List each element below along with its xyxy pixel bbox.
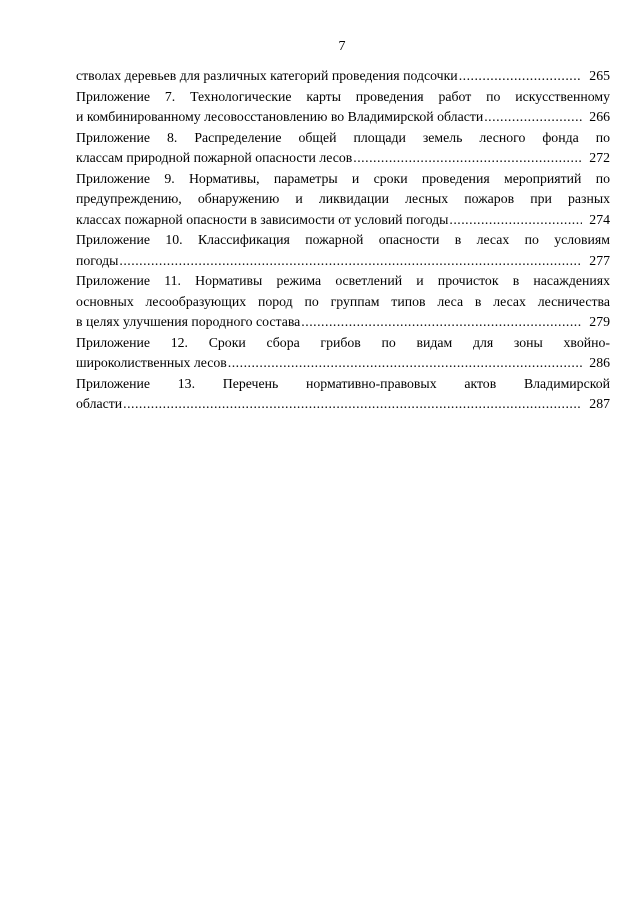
toc-entry-line: Приложение 11. Нормативы режима осветлений и прочисток в насаждениях: [76, 273, 610, 288]
toc-entry-last-line: [76, 66, 610, 87]
toc-entry-last-line: [76, 251, 610, 272]
toc-entry-line: Приложение 8. Распределение общей площади земель лесного фонда по: [76, 129, 610, 145]
toc-entry-title: классах пожарной опасности в зависимости от условий погоды: [76, 211, 449, 227]
toc-entry-line: Приложение 7. Технологические карты проведения работ по искусственному: [76, 88, 610, 104]
dot-leader: [119, 251, 582, 272]
toc-entry-line: Приложение 10. Классификация пожарной опасности в лесах по условиям: [76, 232, 610, 247]
page-number: 7: [338, 39, 346, 54]
toc-entry-line: предупреждению, обнаружению и ликвидации лесных пожаров при разных: [76, 191, 610, 206]
toc-entry-title: классам природной пожарной опасности лесов: [76, 150, 353, 165]
toc-entry-line: основных лесообразующих пород по группам типов леса в лесах лесничества: [76, 293, 610, 309]
toc-entry[interactable]: [76, 66, 610, 87]
toc-page-number: 279: [589, 314, 610, 329]
dot-leader: [228, 353, 582, 374]
toc-entry-last-line: [76, 148, 610, 169]
toc-entry-line: Приложение 9. Нормативы, параметры и сроки проведения мероприятий по: [76, 170, 610, 186]
toc-entry-last-line: [76, 312, 610, 333]
toc-entry[interactable]: [76, 128, 610, 169]
table-of-contents: [76, 66, 610, 415]
toc-entry[interactable]: [76, 169, 610, 231]
toc-entry-last-line: [76, 353, 610, 374]
toc-page-number: 272: [589, 150, 610, 165]
toc-entry-title: стволах деревьев для различных категорий проведения подсочки: [76, 68, 458, 83]
dot-leader: [301, 312, 582, 333]
toc-entry[interactable]: [76, 230, 610, 271]
dot-leader: [449, 210, 582, 231]
toc-entry-title: погоды: [76, 252, 119, 268]
toc-page-number: 274: [589, 211, 610, 227]
toc-entry-last-line: [76, 210, 610, 231]
toc-entry[interactable]: [76, 374, 610, 415]
toc-entry-line: Приложение 13. Перечень нормативно-правовых актов Владимирской: [76, 375, 610, 391]
toc-page-number: 277: [589, 252, 610, 268]
dot-leader: [484, 107, 582, 128]
toc-entry-line: Приложение 12. Сроки сбора грибов по видам для зоны хвойно-: [76, 334, 610, 350]
toc-entry-last-line: [76, 394, 610, 415]
toc-entry[interactable]: [76, 87, 610, 128]
toc-entry-title: широколиственных лесов: [76, 355, 227, 370]
toc-page-number: 265: [589, 68, 610, 83]
toc-entry-title: в целях улучшения породного состава: [76, 314, 301, 329]
toc-page-number: 266: [589, 109, 610, 124]
dot-leader: [459, 66, 582, 87]
toc-page-number: 287: [589, 396, 610, 411]
toc-entry-title: области: [76, 396, 123, 411]
dot-leader: [123, 394, 582, 415]
toc-entry-last-line: [76, 107, 610, 128]
toc-page-number: 286: [589, 355, 610, 370]
toc-entry-title: и комбинированному лесовосстановлению во Владимирской области: [76, 109, 484, 124]
dot-leader: [353, 148, 582, 169]
toc-entry[interactable]: [76, 271, 610, 333]
toc-entry[interactable]: [76, 333, 610, 374]
